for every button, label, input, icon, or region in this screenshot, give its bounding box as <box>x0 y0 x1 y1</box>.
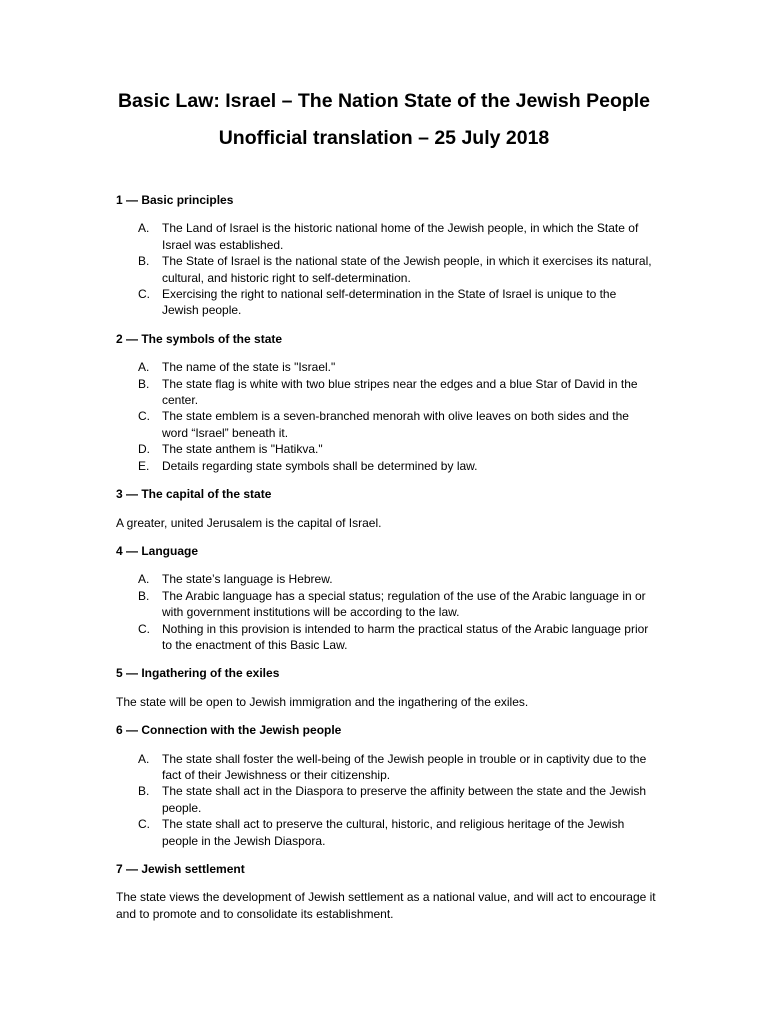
clause-text: The state shall act in the Diaspora to preserve the affinity between the state and the Jewish people. <box>162 784 647 815</box>
clause-item <box>116 571 656 587</box>
section-text: The state views the development of Jewish settlement as a national value, and will act to encourage it and to promote and to consolidate its establishment. <box>116 890 656 921</box>
clause-item <box>116 458 656 474</box>
section-capital <box>116 486 656 531</box>
clause-item <box>116 816 656 849</box>
section-heading: 5 — Ingathering of the exiles <box>116 666 280 681</box>
clause-marker: C. <box>138 621 150 636</box>
clause-item <box>116 220 656 253</box>
clause-marker: C. <box>138 287 150 302</box>
section-text: A greater, united Jerusalem is the capital of Israel. <box>116 515 382 530</box>
clause-marker: A. <box>138 572 150 587</box>
clause-marker: E. <box>138 458 150 473</box>
section-basic-principles <box>116 192 656 319</box>
section-connection-jewish-people <box>116 722 656 849</box>
clause-item <box>116 588 656 621</box>
clause-marker: B. <box>138 376 150 391</box>
section-text: The state will be open to Jewish immigration and the ingathering of the exiles. <box>116 694 529 709</box>
clause-marker: D. <box>138 442 150 457</box>
clause-text: The name of the state is "Israel." <box>162 360 336 375</box>
section-symbols-of-state <box>116 331 656 474</box>
clause-marker: A. <box>138 221 150 236</box>
section-ingathering <box>116 665 656 710</box>
clause-marker: B. <box>138 588 150 603</box>
clause-marker: A. <box>138 751 150 766</box>
clause-item <box>116 783 656 816</box>
clause-text: The State of Israel is the national state of the Jewish people, in which it exercises its natural, cultural, and historic right to self-determination. <box>162 254 652 285</box>
clause-text: Exercising the right to national self-determination in the State of Israel is unique to the Jewish people. <box>162 287 617 318</box>
clause-marker: B. <box>138 254 150 269</box>
section-heading: 6 — Connection with the Jewish people <box>116 723 342 738</box>
clause-text: The Land of Israel is the historic national home of the Jewish people, in which the State of Israel was established. <box>162 221 639 252</box>
clause-text: The state’s language is Hebrew. <box>162 572 333 587</box>
clause-list <box>116 751 656 849</box>
document-subtitle: Unofficial translation – 25 July 2018 <box>218 127 550 149</box>
section-heading: 3 — The capital of the state <box>116 487 272 502</box>
document-body <box>116 192 656 934</box>
clause-text: The state shall act to preserve the cultural, historic, and religious heritage of the Jewish people in the Jewish Diaspora. <box>162 817 625 848</box>
title-block <box>110 88 658 152</box>
clause-item <box>116 286 656 319</box>
clause-text: Details regarding state symbols shall be determined by law. <box>162 458 478 473</box>
clause-text: The state flag is white with two blue stripes near the edges and a blue Star of David in the center. <box>162 376 638 408</box>
clause-marker: C. <box>138 817 150 832</box>
section-heading: 1 — Basic principles <box>116 193 234 207</box>
clause-marker: A. <box>138 360 150 375</box>
clause-list <box>116 571 656 653</box>
clause-text: Nothing in this provision is intended to harm the practical status of the Arabic language prior to the enactment of this Basic Law. <box>162 621 649 652</box>
clause-item <box>116 621 656 654</box>
clause-item <box>116 751 656 784</box>
section-heading: 7 — Jewish settlement <box>116 862 245 876</box>
clause-item <box>116 376 656 409</box>
clause-list <box>116 359 656 474</box>
clause-text: The state shall foster the well-being of the Jewish people in trouble or in captivity due to the fact of their Jewishness or their citizenship. <box>162 751 647 782</box>
clause-text: The state anthem is "Hatikva." <box>162 442 323 457</box>
clause-item <box>116 359 656 375</box>
clause-item <box>116 408 656 441</box>
section-jewish-settlement <box>116 861 656 922</box>
section-heading: 2 — The symbols of the state <box>116 331 283 346</box>
clause-list <box>116 220 656 318</box>
section-heading: 4 — Language <box>116 543 199 558</box>
clause-text: The state emblem is a seven-branched menorah with olive leaves on both sides and the word “Israel” beneath it. <box>162 409 629 440</box>
document-title: Basic Law: Israel – The Nation State of the Jewish People <box>117 90 651 112</box>
clause-marker: B. <box>138 784 150 799</box>
clause-text: The Arabic language has a special status; regulation of the use of the Arabic language in or with government institutions will be according to the law. <box>162 588 646 620</box>
clause-item <box>116 441 656 457</box>
section-language <box>116 543 656 653</box>
clause-marker: C. <box>138 409 150 424</box>
clause-item <box>116 253 656 286</box>
